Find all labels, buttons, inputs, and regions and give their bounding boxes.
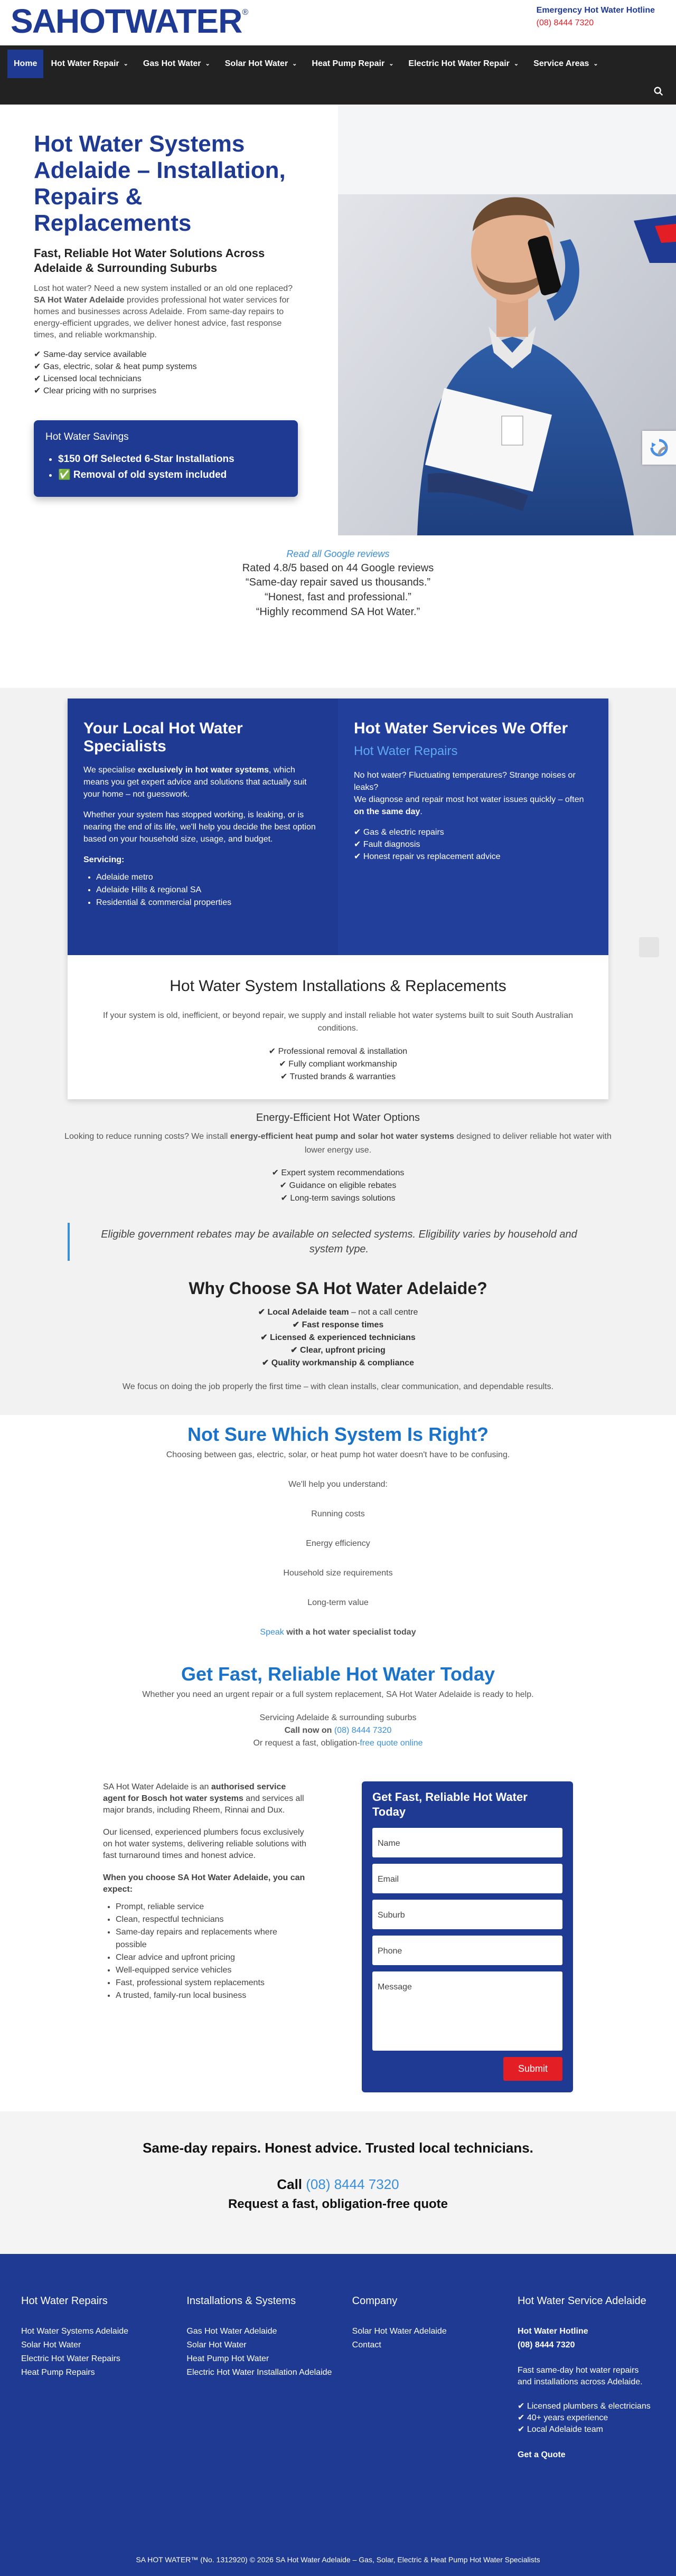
hotline-title: Emergency Hot Water Hotline [536, 6, 655, 15]
chevron-down-icon: ⌄ [513, 60, 519, 67]
list-item: • A trusted, family-run local business [116, 1989, 309, 2002]
text-bold: authorised service agent for Bosch hot water systems [103, 1782, 286, 1803]
list-item: ✔ Long-term savings solutions [280, 1194, 396, 1203]
call-label: Call [277, 2176, 306, 2192]
footer-link[interactable]: Electric Hot Water Installation Adelaide [186, 2368, 332, 2377]
hero-section [0, 105, 676, 535]
request-line [0, 1737, 676, 1750]
footer-link[interactable]: Solar Hot Water [21, 2341, 81, 2349]
services-p1: No hot water? Fluctuating temperatures? Strange noises or leaks? [354, 771, 576, 792]
install-title: Hot Water System Installations & Replacements [170, 977, 506, 995]
phone-field[interactable]: Phone [372, 1936, 562, 1965]
list-item: ✔ Fast response times [292, 1320, 384, 1329]
services-checklist [354, 826, 593, 863]
list-item: ✔ Fully compliant workmanship [279, 1060, 397, 1069]
emergency-hotline [537, 4, 655, 30]
call-line [0, 1724, 676, 1737]
nav-search-row [0, 78, 676, 105]
savings-title: Hot Water Savings [45, 431, 129, 442]
text: SA Hot Water Adelaide is an [103, 1782, 211, 1791]
footer-hotline-label: Hot Water Hotline [517, 2327, 588, 2336]
list-item: Long-term value [307, 1598, 369, 1607]
nav-label: Service Areas [533, 59, 589, 68]
chevron-down-icon: ⌄ [593, 60, 598, 67]
hero-checklist [34, 348, 304, 397]
install-text: If your system is old, inefficient, or beyond repair, we supply and install reliable hot water systems built to suit South Australian conditions. [103, 1011, 573, 1033]
recaptcha-icon [650, 438, 669, 457]
specialists-p1 [83, 764, 322, 800]
get-quote-link[interactable]: Get a Quote [517, 2450, 566, 2459]
footer-link[interactable]: Electric Hot Water Repairs [21, 2354, 120, 2363]
savings-list [45, 451, 286, 483]
specialists-p2: Whether your system has stopped working, is leaking, or is nearing the end of its life, we'll help you decide the best option based on your household size, usage, and budget. [83, 810, 316, 844]
form-title: Get Fast, Reliable Hot Water Today [372, 1790, 528, 1818]
footer-link[interactable]: Solar Hot Water [186, 2341, 247, 2349]
about-text [103, 1781, 309, 2092]
side-widget-button[interactable] [639, 937, 659, 957]
services-section [0, 688, 676, 1415]
review-quote: “Honest, fast and professional.” [265, 591, 411, 603]
rebate-quote: Eligible government rebates may be available on selected systems. Eligibility varies by household and system type. [68, 1223, 608, 1261]
hotline-phone[interactable]: (08) 8444 7320 [536, 18, 594, 27]
nav-label: Gas Hot Water [143, 59, 201, 68]
list-item: • Well-equipped service vehicles [116, 1964, 309, 1977]
review-quote: “Same-day repair saved us thousands.” [245, 577, 431, 588]
list-item: ✔ Fault diagnosis [354, 840, 420, 849]
site-logo[interactable] [11, 4, 248, 38]
search-icon[interactable] [653, 86, 664, 97]
energy-text [63, 1130, 613, 1157]
services-p2 [354, 794, 593, 818]
chevron-down-icon: ⌄ [123, 60, 128, 67]
services-card [338, 699, 608, 955]
text-bold: with a hot water specialist today [284, 1628, 416, 1637]
list-item: ✔ Clear pricing with no surprises [34, 386, 157, 395]
get-fast-text: Whether you need an urgent repair or a full system replacement, SA Hot Water Adelaide is ready to help. [142, 1690, 534, 1699]
quote-form [362, 1781, 573, 2092]
text: . [420, 807, 422, 816]
footer-heading: Company [352, 2295, 398, 2307]
list-item: ✔ Quality workmanship & compliance [261, 1358, 415, 1367]
footer-link[interactable]: Hot Water Systems Adelaide [21, 2327, 129, 2336]
get-fast-section [0, 1649, 676, 1766]
hero-intro [34, 283, 304, 341]
hero-subtitle: Fast, Reliable Hot Water Solutions Across Adelaide & Surrounding Suburbs [34, 247, 265, 275]
get-fast-title: Get Fast, Reliable Hot Water Today [181, 1663, 495, 1685]
text: Or request a fast, obligation- [253, 1739, 360, 1748]
why-checklist [0, 1306, 676, 1370]
list-item: ✔ Local Adelaide team [517, 2425, 603, 2434]
recaptcha-badge[interactable] [642, 431, 676, 465]
nav-solar-hot-water[interactable] [218, 50, 305, 78]
list-item: • Adelaide metro [96, 871, 322, 884]
list-item: ✔ Honest repair vs replacement advice [354, 852, 501, 861]
hero-title: Hot Water Systems Adelaide – Installation, Repairs & Replacements [34, 131, 286, 236]
footer-heading: Hot Water Repairs [21, 2295, 108, 2307]
list-item: ✔ Gas, electric, solar & heat pump systems [34, 362, 197, 371]
footer-col-service [518, 2293, 655, 2462]
technician-photo [338, 105, 676, 535]
text: We specialise [83, 766, 138, 775]
review-quote: “Highly recommend SA Hot Water.” [256, 606, 420, 618]
chevron-down-icon: ⌄ [292, 60, 297, 67]
text: Looking to reduce running costs? We install [64, 1132, 230, 1141]
list-item: ✔ 40+ years experience [517, 2413, 608, 2422]
main-nav [0, 45, 676, 78]
not-sure-section [0, 1415, 676, 1649]
chevron-down-icon: ⌄ [389, 60, 394, 67]
list-item: • Clear advice and upfront pricing [116, 1951, 309, 1964]
footer-link[interactable]: Heat Pump Repairs [21, 2368, 95, 2377]
list-item: ✔ Clear, upfront pricing [290, 1346, 386, 1355]
list-item: ✔ Gas & electric repairs [354, 828, 444, 837]
install-card [68, 955, 608, 1099]
why-title: Why Choose SA Hot Water Adelaide? [189, 1279, 487, 1298]
text-bold: ✔ Local Adelaide team [258, 1308, 349, 1317]
footer-link[interactable]: Gas Hot Water Adelaide [186, 2327, 277, 2336]
list-item: ✔ Licensed & experienced technicians [260, 1333, 416, 1342]
footer-col-repairs [21, 2293, 169, 2462]
speak-link[interactable]: Speak [260, 1628, 284, 1637]
footer-link[interactable]: Heat Pump Hot Water [186, 2354, 269, 2363]
list-item: • Residential & commercial properties [96, 897, 322, 909]
about-form-section [0, 1766, 676, 2111]
text-bold: on the same day [354, 807, 420, 816]
hero-intro-rest: provides professional hot water services for homes and businesses across Adelaide. From same-day repairs to energy-efficient upgrades, we deliver honest advice, fast response times, and reliable workmanship. [34, 296, 289, 339]
energy-title: Energy-Efficient Hot Water Options [256, 1112, 420, 1124]
nav-label: Heat Pump Repair [312, 59, 385, 68]
footer-desc: Fast same-day hot water repairs and installations across Adelaide. [517, 2366, 643, 2386]
message-field[interactable]: Message [372, 1971, 562, 2051]
hero-image [338, 105, 676, 535]
energy-section [0, 1099, 676, 1415]
list-item [0, 1306, 676, 1319]
name-field[interactable]: Name [372, 1828, 562, 1857]
list-item: Energy efficiency [306, 1539, 370, 1548]
not-sure-title: Not Sure Which System Is Right? [187, 1423, 489, 1445]
footer-link[interactable]: Solar Hot Water Adelaide [352, 2327, 447, 2336]
hero-intro-question: Lost hot water? Need a new system installed or an old one replaced? [34, 284, 293, 293]
footer-columns [21, 2293, 655, 2462]
text: , which means you get expert advice and solutions that actually suit your home – not guesswork. [83, 766, 307, 799]
speak-line [0, 1626, 676, 1639]
list-item: • Clean, respectful technicians [116, 1913, 309, 1926]
services-title: Hot Water Services We Offer [354, 720, 568, 737]
list-item: • Adelaide Hills & regional SA [96, 884, 322, 897]
list-item: ✔ Professional removal & installation [268, 1047, 408, 1056]
text: We diagnose and repair most hot water issues quickly – often [354, 795, 584, 804]
footer-heading: Installations & Systems [186, 2295, 296, 2307]
help-label: We'll help you understand: [288, 1480, 388, 1489]
servicing-text: Servicing Adelaide & surrounding suburbs [259, 1713, 417, 1722]
cta-quote: Request a fast, obligation-free quote [228, 2197, 448, 2211]
free-quote-link[interactable]: free quote online [360, 1739, 423, 1748]
list-item: • Fast, professional system replacements [116, 1977, 309, 1989]
list-item: ✔ Licensed local technicians [34, 374, 142, 383]
submit-button[interactable]: Submit [503, 2057, 562, 2081]
footer-col-company [352, 2293, 500, 2462]
list-item: ✔ Expert system recommendations [271, 1168, 405, 1177]
footer-phone[interactable]: (08) 8444 7320 [517, 2341, 575, 2349]
review-rating: Rated 4.8/5 based on 44 Google reviews [242, 562, 434, 574]
text-bold: When you choose SA Hot Water Adelaide, you can expect: [103, 1873, 305, 1894]
info-cards [68, 699, 608, 955]
logo-registered: ® [242, 8, 249, 17]
nav-home-label: Home [14, 59, 37, 68]
footer-heading: Hot Water Service Adelaide [517, 2295, 646, 2307]
nav-label: Electric Hot Water Repair [408, 59, 510, 68]
site-footer [0, 2254, 676, 2576]
chevron-down-icon: ⌄ [205, 60, 210, 67]
cta-call [0, 2174, 676, 2195]
hero-content [0, 105, 338, 535]
about-p1 [103, 1781, 309, 1816]
site-header [0, 0, 676, 45]
hero-intro-brand: SA Hot Water Adelaide [34, 296, 125, 305]
call-label: Call now on [284, 1726, 334, 1735]
cta-section [0, 2111, 676, 2254]
list-item: ✔ Same-day service available [34, 350, 147, 359]
list-item: • $150 Off Selected 6-Star Installations [58, 451, 286, 467]
text: and services all major brands, including Rheem, Rinnai and Dux. [103, 1794, 304, 1815]
hot-water-repairs-link[interactable]: Hot Water Repairs [354, 744, 458, 758]
reviews-section [0, 535, 676, 688]
nav-heat-pump-repair[interactable] [304, 50, 401, 78]
servicing-list [83, 871, 322, 909]
savings-box [34, 420, 298, 497]
google-reviews-link[interactable]: Read all Google reviews [286, 549, 390, 559]
list-item: ✔ Trusted brands & warranties [280, 1072, 396, 1081]
nav-home[interactable] [7, 50, 43, 78]
energy-checklist [0, 1167, 676, 1205]
phone-link[interactable]: (08) 8444 7320 [334, 1726, 392, 1735]
copyright: SA HOT WATER™ (No. 1312920) © 2026 SA Hot Water Adelaide – Gas, Solar, Electric & Heat Pump Hot Water Specialists [136, 2555, 540, 2564]
install-checklist [89, 1045, 587, 1083]
not-sure-text: Choosing between gas, electric, solar, or heat pump hot water doesn't have to be confusing. [166, 1450, 510, 1459]
list-item: ✔ Guidance on eligible rebates [279, 1181, 397, 1190]
list-item: Household size requirements [283, 1569, 393, 1578]
list-item: • ✅ Removal of old system included [58, 467, 286, 483]
footer-link[interactable]: Contact [352, 2341, 381, 2349]
about-p3 [103, 1872, 309, 1895]
footer-col-installations [186, 2293, 334, 2462]
nav-gas-hot-water[interactable] [136, 50, 218, 78]
logo-hotwater: HOTWATER [55, 2, 242, 40]
nav-electric-hot-water-repair[interactable] [401, 50, 526, 78]
specialists-title: Your Local Hot Water Specialists [83, 720, 243, 755]
suburb-field[interactable]: Suburb [372, 1900, 562, 1929]
servicing-text: Servicing: [83, 855, 125, 864]
cta-phone-link[interactable]: (08) 8444 7320 [306, 2176, 399, 2192]
list-item: Running costs [311, 1509, 365, 1518]
email-field[interactable]: Email [372, 1864, 562, 1893]
text-bold: energy-efficient heat pump and solar hot water systems [230, 1132, 454, 1141]
nav-label: Hot Water Repair [51, 59, 119, 68]
text: designed to deliver reliable hot water with lower energy use. [304, 1132, 612, 1155]
nav-label: Solar Hot Water [224, 59, 288, 68]
why-choose-section [0, 1276, 676, 1394]
expect-list [103, 1901, 309, 2002]
nav-hot-water-repair[interactable] [43, 50, 135, 78]
text-bold: exclusively in hot water systems [137, 766, 269, 775]
list-item: • Prompt, reliable service [116, 1901, 309, 1913]
nav-service-areas[interactable] [526, 50, 605, 78]
specialists-card [68, 699, 338, 955]
text: – not a call centre [349, 1308, 418, 1317]
why-text: We focus on doing the job properly the first time – with clean installs, clear communication, and dependable results. [122, 1382, 554, 1391]
cta-headline: Same-day repairs. Honest advice. Trusted local technicians. [143, 2140, 533, 2156]
about-p2: Our licensed, experienced plumbers focus exclusively on hot water systems, delivering reliable solutions with fast turnaround times and honest advice. [103, 1828, 307, 1860]
list-item: ✔ Licensed plumbers & electricians [517, 2402, 651, 2411]
list-item: • Same-day repairs and replacements where possible [116, 1926, 309, 1951]
logo-sa: SA [11, 2, 55, 40]
servicing-label [83, 854, 322, 866]
